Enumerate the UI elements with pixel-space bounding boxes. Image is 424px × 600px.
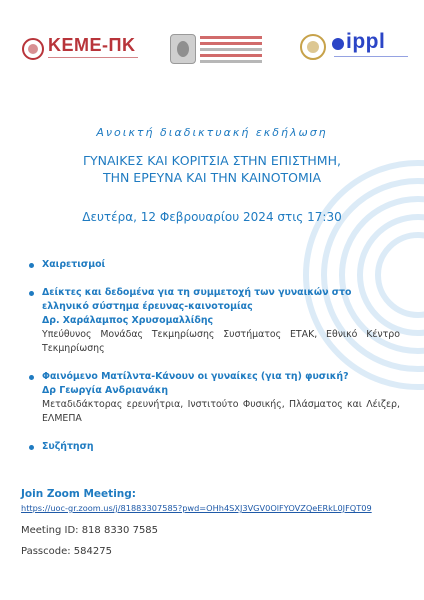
zoom-heading: Join Zoom Meeting: bbox=[21, 488, 136, 500]
zoom-meeting-id: Meeting ID: 818 8330 7585 bbox=[21, 525, 159, 536]
event-title-line-1: ΓΥΝΑΙΚΕΣ ΚΑΙ ΚΟΡΙΤΣΙΑ ΣΤΗΝ ΕΠΙΣΤΗΜΗ, bbox=[83, 153, 341, 168]
agenda-list bbox=[28, 258, 400, 468]
keme-underline bbox=[48, 57, 138, 62]
agenda-item-discussion bbox=[28, 440, 400, 454]
gender-lab-logo bbox=[170, 32, 262, 68]
agenda-item-speaker: Δρ. Χαράλαμπος Χρυσομαλλίδης bbox=[42, 315, 214, 326]
agenda-item-title: Χαιρετισμοί bbox=[42, 259, 106, 270]
event-title-line-2: ΤΗΝ ΕΡΕΥΝΑ ΚΑΙ ΤΗΝ ΚΑΙΝΟΤΟΜΙΑ bbox=[102, 170, 322, 185]
agenda-item-greetings bbox=[28, 258, 400, 272]
ippl-mark-icon bbox=[332, 38, 344, 50]
bullet-icon bbox=[29, 445, 34, 450]
agenda-item-title: Συζήτηση bbox=[42, 441, 94, 452]
bullet-icon bbox=[29, 291, 34, 296]
keme-logo-text: ΚΕΜΕ-ΠΚ bbox=[48, 35, 136, 55]
zoom-meeting-link[interactable]: https://uoc-gr.zoom.us/j/81883307585?pwd=OHh4SXJ3VGV0OlFYOVZQeERkL0JFQT09 bbox=[21, 503, 372, 513]
university-seal-icon bbox=[170, 34, 196, 64]
ippl-seal-icon bbox=[300, 34, 326, 60]
agenda-item-talk-2 bbox=[28, 370, 400, 426]
agenda-item-title: Δείκτες και δεδομένα για τη συμμετοχή των γυναικών στο ελληνικό σύστημα έρευνας-καινοτομίας bbox=[42, 287, 352, 312]
agenda-item-talk-1 bbox=[28, 286, 400, 356]
gender-lab-wordmark bbox=[200, 36, 262, 66]
logo-bar bbox=[0, 30, 424, 70]
bullet-icon bbox=[29, 375, 34, 380]
ippl-logo-text: ippl bbox=[346, 30, 386, 53]
event-title bbox=[40, 152, 384, 186]
agenda-item-speaker: Δρ Γεωργία Ανδριανάκη bbox=[42, 385, 169, 396]
event-date: Δευτέρα, 12 Φεβρουαρίου 2024 στις 17:30 bbox=[82, 210, 342, 224]
keme-logo bbox=[22, 34, 142, 66]
event-type: Ανοικτή διαδικτυακή εκδήλωση bbox=[96, 126, 328, 139]
agenda-item-affiliation: Μεταδιδάκτορας ερευνήτρια, Ινστιτούτο Φυσικής, Πλάσματος και Λέιζερ, ΕΛΜΕΠΑ bbox=[42, 399, 400, 424]
bullet-icon bbox=[29, 263, 34, 268]
ippl-logo bbox=[300, 32, 412, 68]
agenda-item-title: Φαινόμενο Ματίλντα-Κάνουν οι γυναίκες (για τη) φυσική? bbox=[42, 371, 349, 382]
ippl-underline bbox=[334, 56, 408, 57]
zoom-passcode: Passcode: 584275 bbox=[21, 546, 112, 557]
keme-emblem-icon bbox=[22, 38, 44, 60]
agenda-item-affiliation: Υπεύθυνος Μονάδας Τεκμηρίωσης Συστήματος ΕΤΑΚ, Εθνικό Κέντρο Τεκμηρίωσης bbox=[42, 329, 400, 354]
